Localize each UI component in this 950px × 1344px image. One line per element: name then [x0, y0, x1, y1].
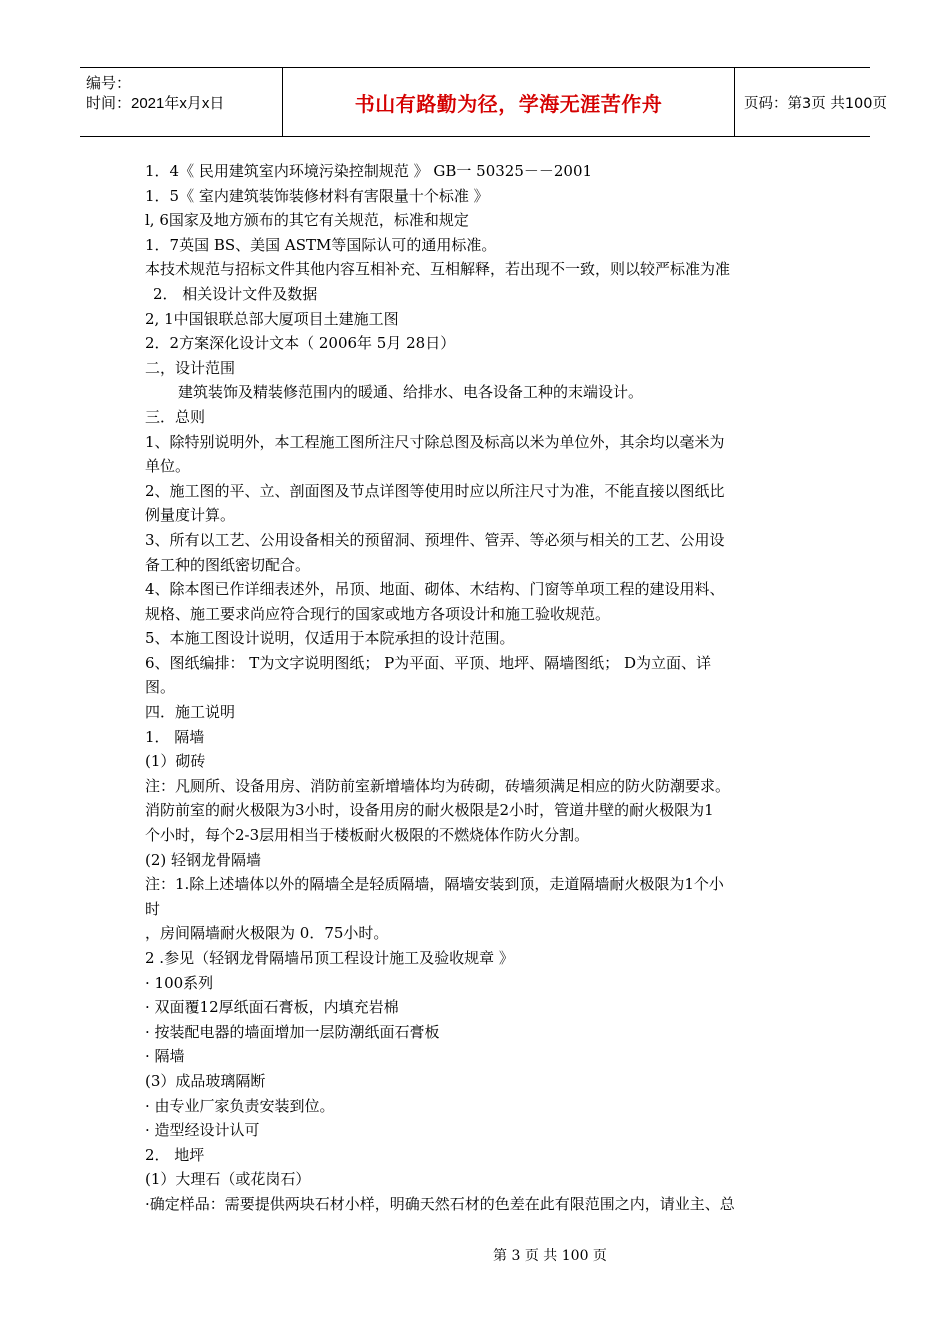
text-line: 图。 — [145, 678, 176, 697]
text-line: 1．7英国 BS、美国 ASTM等国际认可的通用标准。 — [145, 235, 497, 254]
header-page-info: 页码：第3页 共100页 — [744, 95, 888, 112]
text-line: 备工种的图纸密切配合。 — [145, 555, 311, 574]
text-line: 规格、施工要求尚应符合现行的国家或地方各项设计和施工验收规范。 — [145, 604, 611, 623]
header-motto: 书山有路勤为径，学海无涯苦作舟 — [354, 91, 663, 116]
section-heading: 2． 相关设计文件及数据 — [153, 284, 318, 303]
text-line: ，房间隔墙耐火极限为 0．75小时。 — [145, 924, 389, 943]
text-line: 2 .参见（轻钢龙骨隔墙吊顶工程设计施工及验收规章 》 — [145, 949, 514, 967]
list-item: · 100系列 — [145, 973, 214, 992]
header-meta — [80, 68, 282, 136]
header-motto-cell — [282, 68, 735, 136]
text-line: 单位。 — [145, 457, 191, 476]
section-heading: 二，设计范围 — [145, 358, 236, 377]
list-item: ·确定样品：需要提供两块石材小样，明确天然石材的色差在此有限范围之内，请业主、总 — [145, 1194, 735, 1213]
text-line: 2． 地坪 — [145, 1145, 205, 1164]
text-line: 时 — [145, 899, 161, 918]
time-label: 时间：2021年x月x日 — [86, 95, 225, 112]
text-line: (1）大理石（或花岗石） — [145, 1170, 311, 1189]
text-line: 1． 隔墙 — [145, 727, 205, 746]
list-item: · 造型经设计认可 — [145, 1121, 260, 1140]
text-line: 个小时，每个2-3层用相当于楼板耐火极限的不燃烧体作防火分割。 — [145, 826, 590, 845]
page-footer — [0, 1245, 950, 1265]
text-line: 6、图纸编排： T为文字说明图纸； P为平面、平顶、地坪、隔墙图纸； D为立面、详 — [145, 653, 711, 672]
page-header — [80, 67, 888, 137]
list-item: · 双面覆12厚纸面石膏板，内填充岩棉 — [145, 998, 399, 1017]
text-line: 4、除本图已作详细表述外，吊顶、地面、砌体、木结构、门窗等单项工程的建设用料、 — [145, 580, 725, 599]
list-item: · 隔墙 — [145, 1047, 185, 1066]
text-line: l, 6国家及地方颁布的其它有关规范，标准和规定 — [145, 211, 469, 230]
list-item: · 由专业厂家负责安装到位。 — [145, 1096, 335, 1115]
text-line: (2) 轻钢龙骨隔墙 — [145, 850, 262, 869]
text-line: 2、施工图的平、立、剖面图及节点详图等使用时应以所注尺寸为准，不能直接以图纸比 — [145, 481, 725, 500]
text-line: 3、所有以工艺、公用设备相关的预留洞、预埋件、管弄、等必须与相关的工艺、公用设 — [145, 530, 725, 549]
section-heading: 四．施工说明 — [145, 703, 236, 722]
text-line: 建筑装饰及精装修范围内的暖通、给排水、电各设备工种的末端设计。 — [178, 383, 644, 402]
footer-page-number: 第 3 页 共 100 页 — [493, 1248, 607, 1264]
text-line: 5、本施工图设计说明，仅适用于本院承担的设计范围。 — [145, 629, 515, 648]
text-line: 注：1.除上述墙体以外的隔墙全是轻质隔墙，隔墙安装到顶，走道隔墙耐火极限为1个小 — [145, 875, 724, 894]
text-line: 1．5《 室内建筑装饰装修材料有害限量十个标准 》 — [145, 186, 489, 205]
text-line: (3）成品玻璃隔断 — [145, 1071, 266, 1090]
code-label: 编号： — [86, 75, 132, 92]
text-line: 1．4《 民用建筑室内环境污染控制规范 》 GB一 50325－－2001 — [145, 162, 593, 180]
text-line: 本技术规范与招标文件其他内容互相补充、互相解释，若出现不一致，则以较严标准为准 — [145, 260, 731, 279]
text-line: 1、除特别说明外，本工程施工图所注尺寸除总图及标高以米为单位外，其余均以毫米为 — [145, 432, 725, 451]
section-heading: 三．总则 — [145, 407, 206, 426]
text-line: 消防前室的耐火极限为3小时，设备用房的耐火极限是2小时，管道井壁的耐火极限为1 — [145, 801, 714, 820]
text-line: (1）砌砖 — [145, 752, 206, 771]
text-line: 例量度计算。 — [145, 506, 236, 525]
text-line: 2, 1中国银联总部大厦项目土建施工图 — [145, 309, 399, 328]
document-body — [145, 159, 815, 1217]
list-item: · 按装配电器的墙面增加一层防潮纸面石膏板 — [145, 1022, 440, 1041]
text-line: 注：凡厕所、设备用房、消防前室新增墙体均为砖砌，砖墙须满足相应的防火防潮要求。 — [145, 776, 731, 795]
text-line: 2．2方案深化设计文本（ 2006年 5月 28日） — [145, 334, 456, 353]
